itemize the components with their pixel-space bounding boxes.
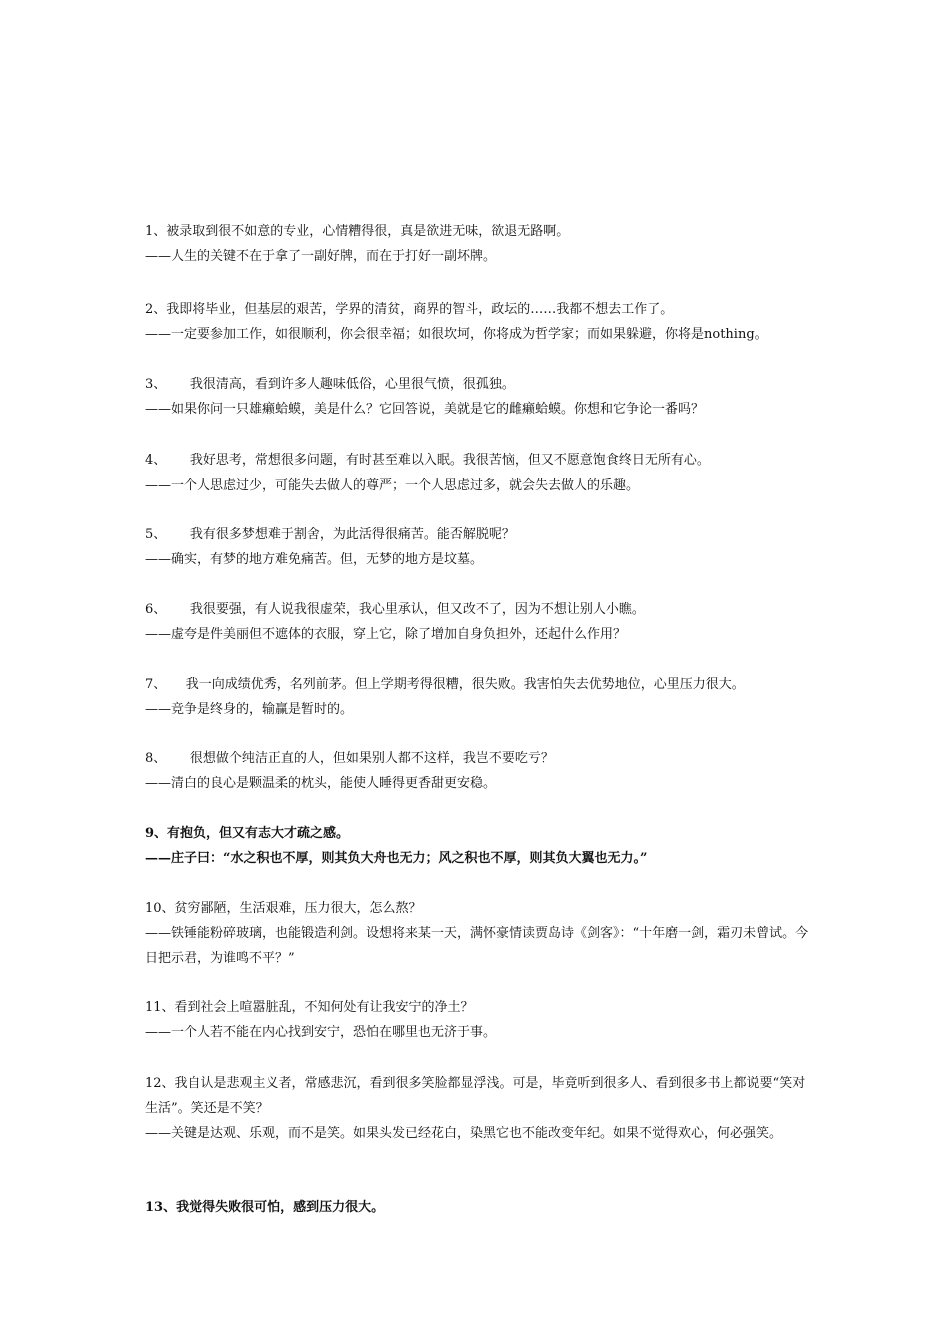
qa-item-5 bbox=[145, 522, 815, 572]
question-text: 2、我即将毕业，但基层的艰苦，学界的清贫，商界的智斗，政坛的……我都不想去工作了。 bbox=[145, 302, 674, 317]
answer-text: ——一个人思虑过少，可能失去做人的尊严；一个人思虑过多，就会失去做人的乐趣。 bbox=[145, 478, 640, 493]
question-text: 12、我自认是悲观主义者，常感悲沉，看到很多笑脸都显浮浅。可是，毕竟听到很多人、看到很多书上都说要“笑对生活”。笑还是不笑？ bbox=[145, 1076, 806, 1116]
qa-item-9 bbox=[145, 821, 815, 871]
question-text: 6、 我很要强，有人说我很虚荣，我心里承认，但又改不了，因为不想让别人小瞧。 bbox=[145, 602, 645, 617]
answer-text: ——关键是达观、乐观，而不是笑。如果头发已经花白，染黑它也不能改变年纪。如果不觉得欢心，何必强笑。 bbox=[145, 1126, 783, 1141]
qa-item-12 bbox=[145, 1071, 815, 1146]
qa-item-13 bbox=[145, 1195, 815, 1220]
answer-text: ——人生的关键不在于拿了一副好牌，而在于打好一副坏牌。 bbox=[145, 249, 497, 264]
question-text: 7、 我一向成绩优秀，名列前茅。但上学期考得很糟，很失败。我害怕失去优势地位，心里压力很大。 bbox=[145, 677, 745, 692]
qa-item-11 bbox=[145, 995, 815, 1045]
answer-text: ——虚夸是件美丽但不遮体的衣服，穿上它，除了增加自身负担外，还起什么作用？ bbox=[145, 627, 627, 642]
question-text: 13、我觉得失败很可怕，感到压力很大。 bbox=[145, 1200, 385, 1215]
qa-item-7 bbox=[145, 672, 815, 722]
answer-text: ——如果你问一只雄癞蛤蟆，美是什么？它回答说，美就是它的雌癞蛤蟆。你想和它争论一番吗？ bbox=[145, 402, 705, 417]
qa-item-2 bbox=[145, 297, 815, 347]
answer-text: ——庄子曰：“水之积也不厚，则其负大舟也无力；风之积也不厚，则其负大翼也无力。” bbox=[145, 851, 648, 866]
question-text: 8、 很想做个纯洁正直的人，但如果别人都不这样，我岂不要吃亏？ bbox=[145, 751, 554, 766]
qa-item-10 bbox=[145, 896, 815, 971]
question-text: 1、被录取到很不如意的专业，心情糟得很，真是欲进无味，欲退无路啊。 bbox=[145, 224, 570, 239]
answer-text: ——竞争是终身的，输赢是暂时的。 bbox=[145, 702, 354, 717]
qa-item-3 bbox=[145, 372, 815, 422]
question-text: 4、 我好思考，常想很多问题，有时甚至难以入眠。我很苦恼，但又不愿意饱食终日无所有心。 bbox=[145, 453, 710, 468]
qa-item-4 bbox=[145, 448, 815, 498]
qa-item-6 bbox=[145, 597, 815, 647]
question-text: 9、有抱负，但又有志大才疏之感。 bbox=[145, 826, 350, 841]
question-text: 11、看到社会上喧嚣脏乱，不知何处有让我安宁的净土？ bbox=[145, 1000, 474, 1015]
answer-text: ——一个人若不能在内心找到安宁，恐怕在哪里也无济于事。 bbox=[145, 1025, 497, 1040]
answer-text: ——铁锤能粉碎玻璃，也能锻造利剑。设想将来某一天，满怀豪情读贾岛诗《剑客》：“十年磨一剑，霜刃未曾试。今日把示君，为谁鸣不平？” bbox=[145, 926, 809, 966]
question-text: 5、 我有很多梦想难于割舍，为此活得很痛苦。能否解脱呢？ bbox=[145, 527, 515, 542]
answer-text: ——确实，有梦的地方难免痛苦。但，无梦的地方是坟墓。 bbox=[145, 552, 484, 567]
answer-text: ——一定要参加工作，如很顺利，你会很幸福；如很坎坷，你将成为哲学家；而如果躲避，你将是nothing。 bbox=[145, 327, 768, 342]
qa-item-1 bbox=[145, 219, 815, 269]
answer-text: ——清白的良心是颗温柔的枕头，能使人睡得更香甜更安稳。 bbox=[145, 776, 497, 791]
qa-item-8 bbox=[145, 746, 815, 796]
question-text: 3、 我很清高，看到许多人趣味低俗，心里很气愤，很孤独。 bbox=[145, 377, 515, 392]
question-text: 10、贫穷鄙陋，生活艰难，压力很大，怎么熬？ bbox=[145, 901, 422, 916]
